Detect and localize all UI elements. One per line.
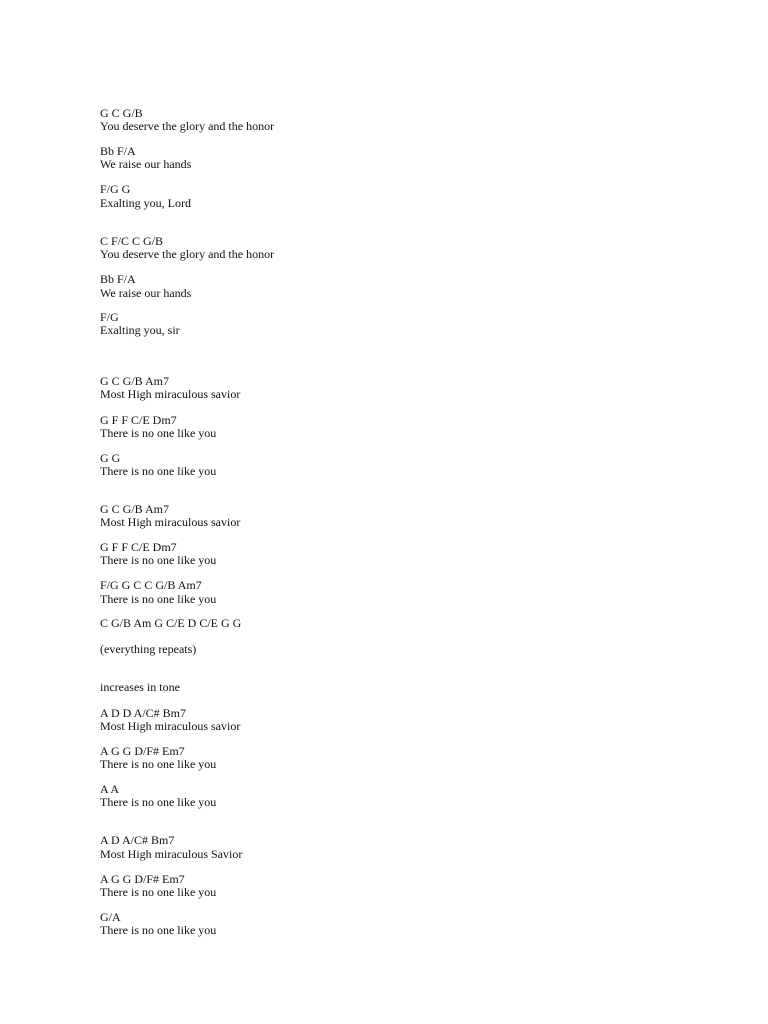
chord-line: G C G/B Am7: [100, 502, 170, 516]
chord-line: A G G D/F# Em7: [100, 872, 185, 886]
chord-line: Bb F/A: [100, 144, 136, 158]
chord-line: A G G D/F# Em7: [100, 744, 185, 758]
chord-line: G F F C/E Dm7: [100, 413, 177, 427]
chord-line: G F F C/E Dm7: [100, 540, 177, 554]
chord-line: A D D A/C# Bm7: [100, 706, 187, 720]
chord-line: C F/C C G/B: [100, 234, 164, 248]
chord-line: G C G/B: [100, 106, 143, 120]
chord-line: Bb F/A: [100, 272, 136, 286]
lyric-line: There is no one like you: [100, 592, 217, 606]
lyric-line: We raise our hands: [100, 157, 192, 171]
lyric-line: There is no one like you: [100, 885, 217, 899]
chord-line: A A: [100, 782, 120, 796]
lyric-line: There is no one like you: [100, 757, 217, 771]
lyric-line: We raise our hands: [100, 286, 192, 300]
chord-line: G C G/B Am7: [100, 374, 170, 388]
lyric-line: There is no one like you: [100, 795, 217, 809]
lyric-line: You deserve the glory and the honor: [100, 247, 275, 261]
note-line: increases in tone: [100, 680, 180, 694]
lyric-line: Most High miraculous savior: [100, 515, 241, 529]
lyric-line: You deserve the glory and the honor: [100, 119, 275, 133]
note-line: (everything repeats): [100, 642, 197, 656]
lyric-line: There is no one like you: [100, 553, 217, 567]
lyric-line: There is no one like you: [100, 923, 217, 937]
chord-line: G/A: [100, 910, 121, 924]
lyric-line: Exalting you, sir: [100, 323, 180, 337]
lyric-line: Exalting you, Lord: [100, 196, 191, 210]
lyric-line: Most High miraculous savior: [100, 387, 241, 401]
chord-line: F/G: [100, 310, 119, 324]
chord-line: C G/B Am G C/E D C/E G G: [100, 616, 242, 630]
lyric-line: There is no one like you: [100, 464, 217, 478]
lyric-line: Most High miraculous Savior: [100, 847, 243, 861]
chord-line: F/G G: [100, 182, 131, 196]
chord-line: F/G G C C G/B Am7: [100, 578, 202, 592]
lyric-line: Most High miraculous savior: [100, 719, 241, 733]
chord-line: G G: [100, 451, 121, 465]
chord-line: A D A/C# Bm7: [100, 833, 175, 847]
lyric-line: There is no one like you: [100, 426, 217, 440]
